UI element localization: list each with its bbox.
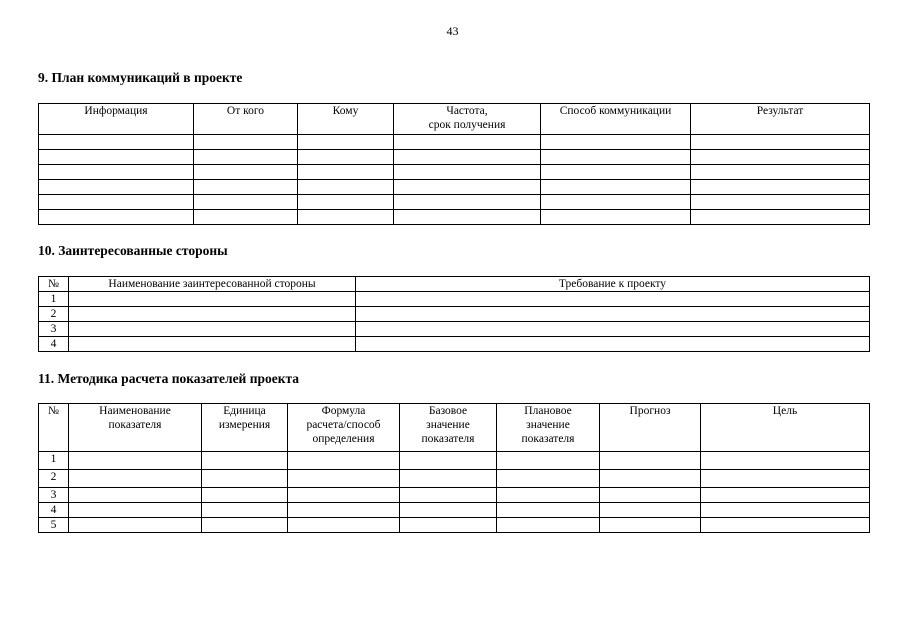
table-row <box>39 180 870 195</box>
table-row: 1 <box>39 452 870 470</box>
table-row <box>39 195 870 210</box>
col-header-result: Результат <box>691 104 870 135</box>
page-number: 43 <box>446 24 459 38</box>
table-row: 4 <box>39 337 870 352</box>
col-header-from-whom: От кого <box>194 104 298 135</box>
table-row <box>39 165 870 180</box>
table-header-row <box>39 104 870 135</box>
col-header-formula: Формула расчета/способ определения <box>288 404 400 452</box>
col-header-goal: Цель <box>701 404 870 452</box>
table-row: 3 <box>39 322 870 337</box>
table-header-row <box>39 404 870 452</box>
col-header-to-whom: Кому <box>298 104 394 135</box>
col-header-number: № <box>39 404 69 452</box>
col-header-frequency: Частота, срок получения <box>394 104 541 135</box>
col-header-information: Информация <box>39 104 194 135</box>
section-10-title: 10. Заинтересованные стороны <box>38 243 228 258</box>
table-row: 1 <box>39 292 870 307</box>
col-header-planned-value: Плановое значение показателя <box>497 404 600 452</box>
indicators-table <box>38 403 870 533</box>
table-row: 2 <box>39 307 870 322</box>
col-header-stakeholder-name: Наименование заинтересованной стороны <box>69 277 356 292</box>
table-row: 5 <box>39 518 870 533</box>
table-row: 3 <box>39 488 870 503</box>
col-header-indicator-name: Наименование показателя <box>69 404 202 452</box>
section-11-title: 11. Методика расчета показателей проекта <box>38 371 300 386</box>
col-header-number: № <box>39 277 69 292</box>
section-9-title: 9. План коммуникаций в проекте <box>38 70 243 85</box>
table-row: 4 <box>39 503 870 518</box>
col-header-method: Способ коммуникации <box>541 104 691 135</box>
table-row <box>39 210 870 225</box>
col-header-requirement: Требование к проекту <box>356 277 870 292</box>
col-header-base-value: Базовое значение показателя <box>400 404 497 452</box>
table-row <box>39 135 870 150</box>
table-row <box>39 150 870 165</box>
stakeholders-table <box>38 276 870 352</box>
table-header-row <box>39 277 870 292</box>
col-header-forecast: Прогноз <box>600 404 701 452</box>
table-row: 2 <box>39 470 870 488</box>
communications-table <box>38 103 870 225</box>
col-header-unit: Единица измерения <box>202 404 288 452</box>
